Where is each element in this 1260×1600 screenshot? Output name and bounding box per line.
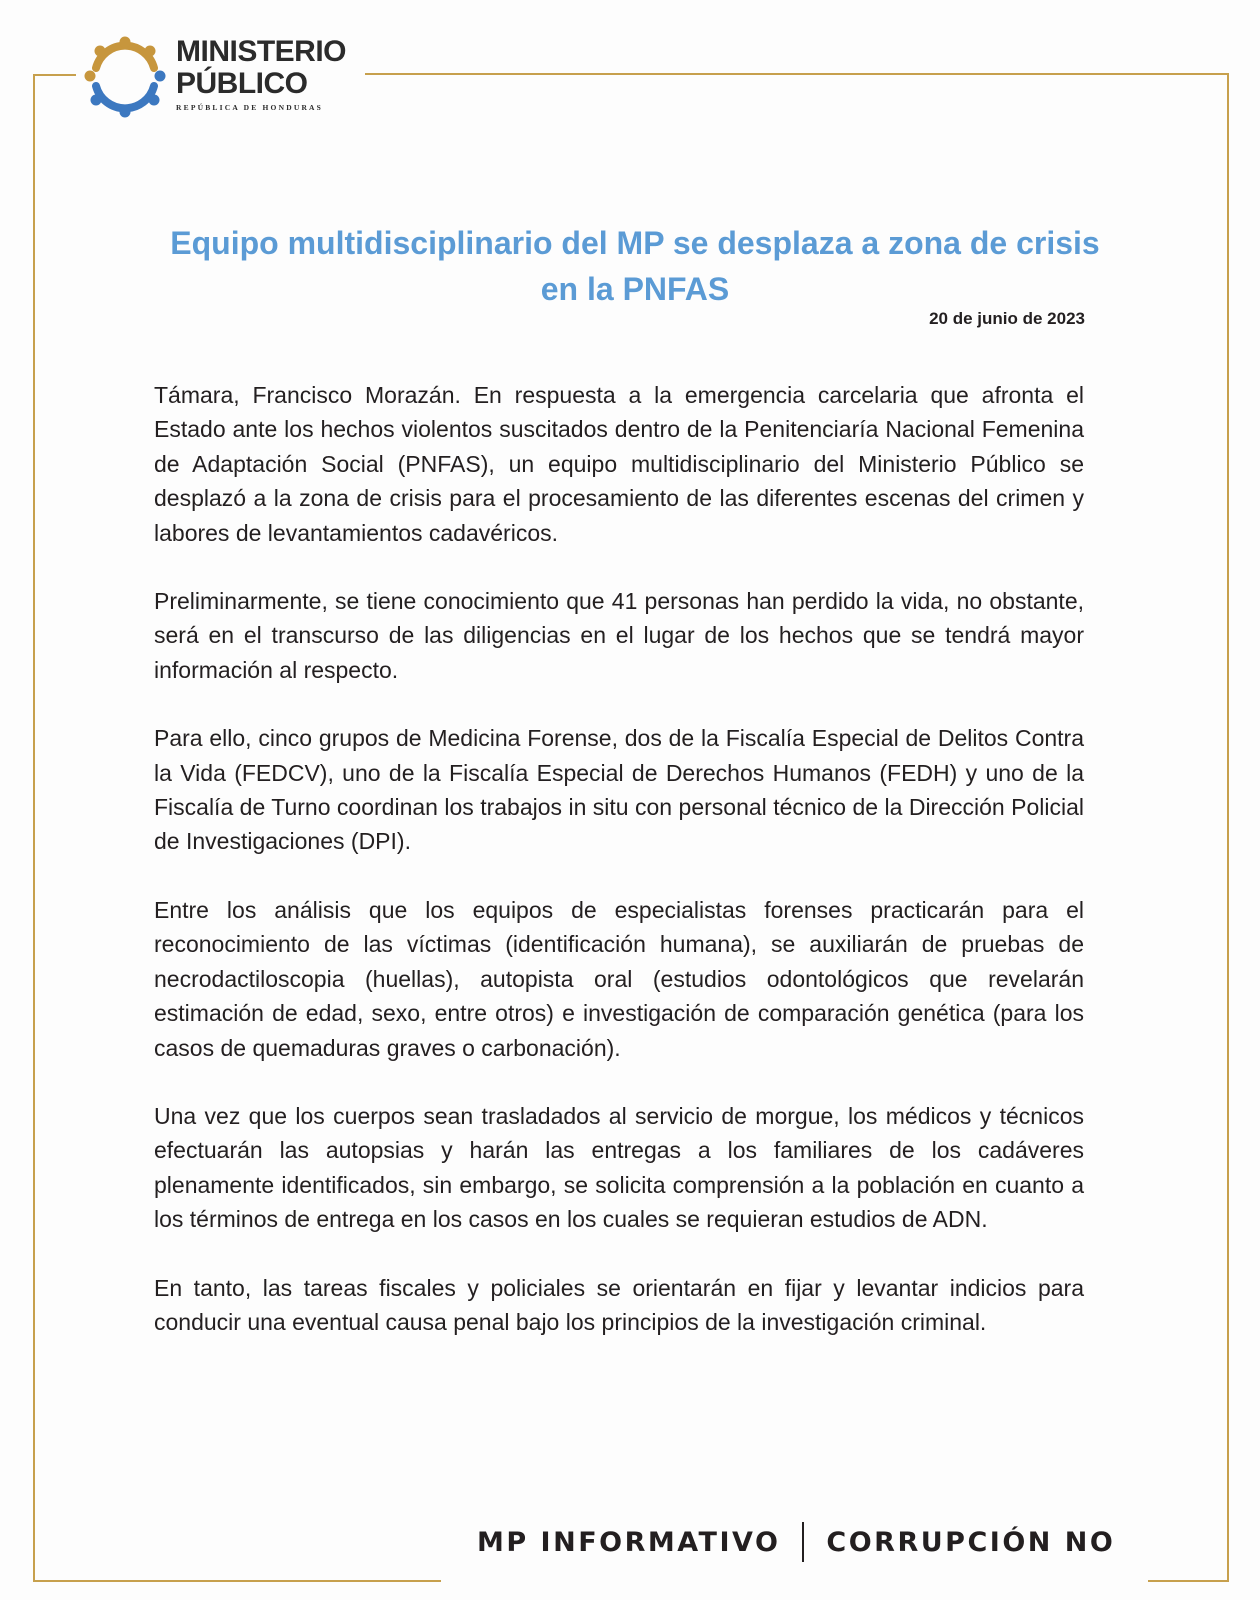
frame-bottom-right-line xyxy=(1148,1580,1229,1582)
footer-divider xyxy=(802,1522,804,1562)
footer-left-text: MP INFORMATIVO xyxy=(477,1526,781,1558)
frame-right-line xyxy=(1227,73,1229,1582)
title-line-1: Equipo multidisciplinario del MP se desplaza a zona de crisis xyxy=(170,225,1100,261)
people-circle-logo-icon xyxy=(82,34,168,120)
article-body xyxy=(154,378,1084,1339)
frame-left-line xyxy=(33,74,35,1582)
paragraph: Preliminarmente, se tiene conocimiento que 41 personas han perdido la vida, no obstante, será en el transcurso de las diligencias en el lugar de los hechos que se tendrá mayor información al respecto. xyxy=(154,588,1084,683)
logo-subtitle: REPÚBLICA DE HONDURAS xyxy=(176,103,324,112)
frame-top-left-line xyxy=(33,74,76,76)
logo-title xyxy=(176,36,346,100)
paragraph: Una vez que los cuerpos sean trasladados al servicio de morgue, los médicos y técnicos efectuarán las autopsias y harán las entregas a los familiares de los cadáveres plenamente identificados, sin embargo, se solicita comprensión a la población en cuanto a los términos de entrega en los casos en los cuales se requieran estudios de ADN. xyxy=(154,1102,1084,1233)
publication-date: 20 de junio de 2023 xyxy=(929,309,1085,328)
paragraph: Para ello, cinco grupos de Medicina Forense, dos de la Fiscalía Especial de Delitos Contra la Vida (FEDCV), uno de la Fiscalía Especial de Derechos Humanos (FEDH) y uno de la Fiscalía de Turno coordinan los trabajos in situ con personal técnico de la Dirección Policial de Investigaciones (DPI). xyxy=(154,725,1084,855)
title-line-2: en la PNFAS xyxy=(540,271,730,307)
footer-right-text: CORRUPCIÓN NO xyxy=(826,1526,1116,1558)
logo-title-line1: MINISTERIO xyxy=(176,35,347,68)
paragraph: Entre los análisis que los equipos de especialistas forenses practicarán para el reconocimiento de las víctimas (identificación humana), se auxiliarán de pruebas de necrodactiloscopia (huellas), autopista oral (estudios odontológicos que revelarán estimación de edad, sexo, entre otros) e investigación de comparación genética (para los casos de quemaduras graves o carbonación). xyxy=(154,896,1084,1061)
paragraph: En tanto, las tareas fiscales y policiales se orientarán en fijar y levantar indicios para conducir una eventual causa penal bajo los principios de la investigación criminal. xyxy=(154,1274,1084,1335)
paragraph: Támara, Francisco Morazán. En respuesta a la emergencia carcelaria que afronta el Estado ante los hechos violentos suscitados dentro de la Penitenciaría Nacional Femenina de Adaptación Social (PNFAS), un equipo multidisciplinario del Ministerio Público se desplazó a la zona de crisis para el procesamiento de las diferentes escenas del crimen y labores de levantamientos cadavéricos. xyxy=(154,382,1084,546)
frame-bottom-left-line xyxy=(33,1580,441,1582)
page-title xyxy=(160,220,1110,312)
logo-title-line2: PÚBLICO xyxy=(176,67,308,100)
ministerio-publico-logo xyxy=(82,34,352,120)
footer-slogan xyxy=(477,1520,1115,1564)
frame-top-right-line xyxy=(365,73,1229,75)
